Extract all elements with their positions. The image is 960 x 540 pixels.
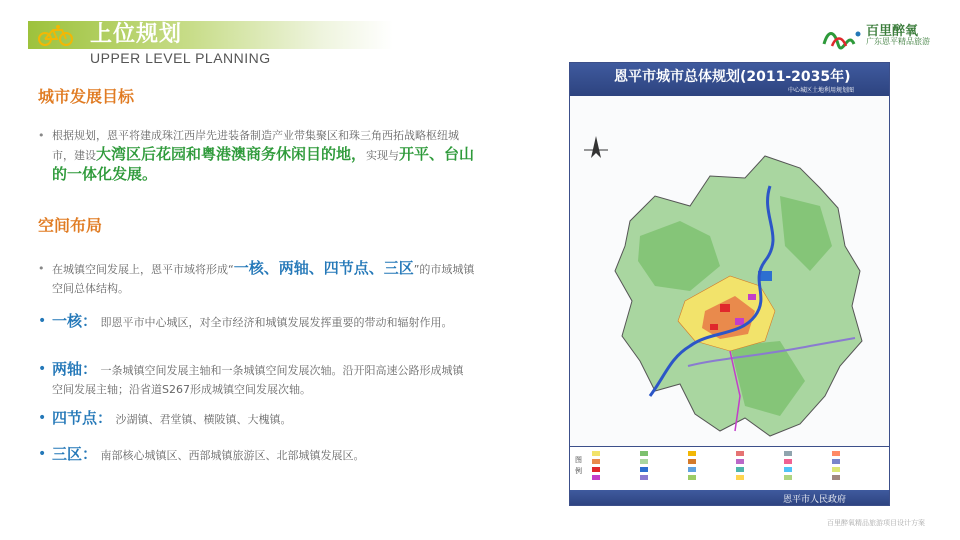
bullet-icon: • xyxy=(38,361,47,377)
layout-intro-highlight: 一核、两轴、四节点、三区 xyxy=(233,259,414,277)
item-key: 一核： xyxy=(52,312,98,330)
footer-note: 百里醉氧精品旅游项目设计方案 xyxy=(827,519,925,527)
page-title: 上位规划 xyxy=(90,22,183,47)
goal-paragraph xyxy=(38,126,478,185)
map-legend xyxy=(570,446,889,490)
legend-label: 图例 xyxy=(575,456,582,475)
planning-map xyxy=(569,62,890,506)
cycling-logo-icon xyxy=(36,24,76,46)
map-title: 恩平市城市总体规划(2011-2035年) xyxy=(614,69,851,85)
layout-intro-lead: 在城镇空间发展上，恩平市域将形成“ xyxy=(52,263,234,276)
goal-highlight-2: 开平、台山的一体化发展。 xyxy=(52,145,475,183)
brand-tagline: 广东恩平精品旅游 xyxy=(866,37,930,46)
goal-text-mid: 实现与 xyxy=(366,149,400,162)
map-subtitle: 中心城区土地利用规划图 xyxy=(788,87,855,94)
land-parcel xyxy=(735,318,744,325)
goal-highlight-1: 大湾区后花园和粤港澳商务休闲目的地， xyxy=(96,145,367,163)
land-parcel xyxy=(720,304,730,312)
land-parcel xyxy=(748,294,756,300)
legend-swatches xyxy=(570,447,889,491)
item-text: 南部核心城镇区、西部城镇旅游区、北部城镇发展区。 xyxy=(100,449,365,462)
brand-name: 百里醉氧 xyxy=(866,24,919,39)
legend-swatch-grid xyxy=(592,451,840,480)
map-graphic xyxy=(570,96,889,446)
layout-item-axes xyxy=(38,360,470,399)
goal-text-lead: 根据规划，恩平将建成珠江西岸先进装备制造产业带集聚区和珠三角西拓战略枢纽城市，建设 xyxy=(52,129,459,162)
layout-item-nodes xyxy=(38,409,470,429)
bullet-icon: • xyxy=(38,410,47,426)
page-subtitle: UPPER LEVEL PLANNING xyxy=(90,50,271,66)
layout-intro xyxy=(38,259,483,298)
bullet-icon: • xyxy=(38,313,47,329)
section-heading-goal: 城市发展目标 xyxy=(38,87,135,106)
bullet-icon: • xyxy=(38,446,47,462)
bullet-icon: • xyxy=(38,129,45,142)
map-footer-text: 恩平市人民政府 xyxy=(783,495,847,505)
layout-item-core xyxy=(38,312,470,332)
compass-icon xyxy=(584,136,608,158)
item-text: 沙湖镇、君堂镇、横陂镇、大槐镇。 xyxy=(115,413,292,426)
land-parcel xyxy=(710,324,718,330)
item-text: 即恩平市中心城区，对全市经济和城镇发展发挥重要的带动和辐射作用。 xyxy=(100,316,453,329)
item-key: 两轴： xyxy=(52,360,98,378)
bullet-icon: • xyxy=(38,262,45,275)
layout-item-zones xyxy=(38,445,470,465)
item-text: 一条城镇空间发展主轴和一条城镇空间发展次轴。沿开阳高速公路形成城镇空间发展主轴；沿省道S267形成城镇空间发展次轴。 xyxy=(52,364,464,396)
layout-intro-tail: ”的市域城镇空间总体结构。 xyxy=(52,263,475,295)
title-band xyxy=(28,21,393,49)
section-heading-layout: 空间布局 xyxy=(38,216,103,235)
item-key: 三区： xyxy=(52,445,98,463)
item-key: 四节点： xyxy=(52,409,113,427)
